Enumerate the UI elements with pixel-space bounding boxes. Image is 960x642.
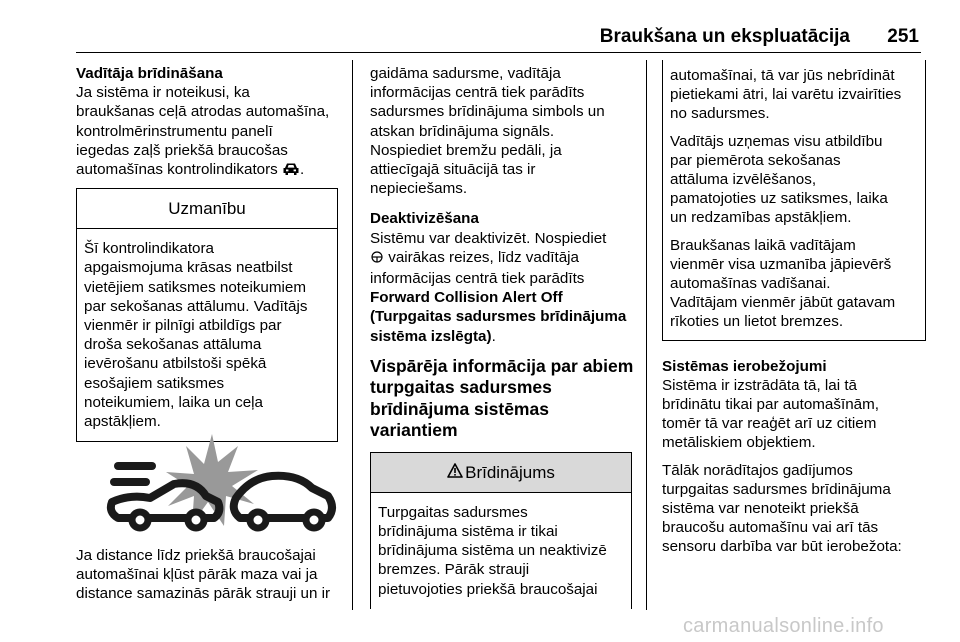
- warning-line: no sadursmes.: [670, 105, 770, 123]
- warning-line: Turpgaitas sadursmes: [378, 503, 528, 521]
- text-line: sensoru darbība var būt ierobežota:: [662, 538, 902, 556]
- front-car-wheel: [250, 512, 266, 528]
- warning-line: automašīnas vadīšanai.: [670, 275, 831, 293]
- section-title-line: Vispārēja informācija par abiem: [370, 355, 634, 376]
- bottom-line: automašīnai kļūst pārāk maza vai ja: [76, 566, 318, 584]
- text-period: .: [491, 327, 496, 345]
- column-divider-1: [352, 60, 353, 610]
- page-number: 251: [887, 26, 919, 47]
- warning-box: [370, 452, 632, 609]
- warning-line: pietuvojoties priekšā braucošajai: [378, 580, 598, 598]
- para-line: kontrolmērinstrumentu panelī: [76, 122, 273, 140]
- caution-title: Uzmanību: [77, 189, 337, 229]
- text-line: nepieciešams.: [370, 180, 468, 198]
- display-message-line: sistēma izslēgta): [370, 327, 492, 345]
- caution-body: [77, 229, 337, 441]
- text-line: [370, 327, 636, 346]
- caution-box: [76, 188, 338, 442]
- rear-car-wheel: [188, 512, 204, 528]
- warning-line: bremzes. Pārāk strauji: [378, 561, 530, 579]
- warning-line: automašīnai, tā var jūs nebrīdināt: [670, 67, 895, 84]
- caution-line: ievērošanu atbilstoši spēkā: [84, 355, 267, 373]
- text-line: gaidāma sadursme, vadītāja: [370, 65, 561, 82]
- car-front-icon: [282, 162, 300, 181]
- warning-triangle-icon: [447, 463, 463, 482]
- warning-line: Vadītājs uzņemas visu atbildību: [670, 132, 883, 150]
- text-line: brīdinātu tikai par automašīnām,: [662, 396, 879, 414]
- caution-line: vienmēr ir pilnīgi atbildīgs par: [84, 317, 282, 335]
- warning-line: attāluma izvēlēšanos,: [670, 171, 817, 189]
- text-segment: vairākas reizes, līdz vadītāja: [388, 248, 580, 266]
- caution-line: par sekošanas attālumu. Vadītājs: [84, 297, 308, 315]
- section-title-line: turpgaitas sadursmes: [370, 377, 552, 398]
- text-line: Sistēma ir izstrādāta tā, lai tā: [662, 376, 857, 394]
- text-line: turpgaitas sadursmes brīdinājuma: [662, 480, 891, 498]
- warning-line: pamatojoties uz satiksmes, laika: [670, 190, 888, 208]
- caution-line: noteikumiem, laika un ceļa: [84, 393, 263, 411]
- warning-line: pietiekami ātri, lai varētu izvairīties: [670, 86, 902, 104]
- page-header: [0, 0, 960, 56]
- para-line: [76, 160, 342, 181]
- text-line: sistēma var nenoteikt priekšā: [662, 500, 859, 518]
- column-divider-2: [646, 60, 647, 610]
- warning-body: [371, 493, 631, 609]
- text-line: informācijas centrā tiek parādīts: [370, 84, 585, 102]
- text-line: Sistēmu var deaktivizēt. Nospiediet: [370, 229, 607, 247]
- caution-line: Šī kontrolindikatora: [84, 240, 215, 258]
- warning-box-continued: [662, 60, 926, 341]
- warning-line: Braukšanas laikā vadītājam: [670, 236, 856, 254]
- header-rule: [76, 52, 921, 53]
- front-car-wheel: [306, 512, 322, 528]
- para-line: braukšanas ceļā atrodas automašīna,: [76, 103, 330, 121]
- caution-line: apgaismojuma krāsas neatbilst: [84, 259, 293, 277]
- header-title: Braukšana un ekspluatācija: [599, 26, 850, 47]
- heading-driver-alert: Vadītāja brīdināšana: [76, 65, 223, 82]
- para-text: automašīnas kontrolindikators: [76, 161, 278, 179]
- steering-control-icon: [370, 250, 384, 269]
- text-line: tomēr tā var reaģēt arī uz citiem: [662, 415, 877, 433]
- caution-line: apstākļiem.: [84, 413, 161, 431]
- section-title-line: brīdinājuma sistēmas variantiem: [370, 398, 549, 441]
- column-3: [662, 60, 930, 557]
- text-line: Nospiediet bremžu pedāli, ja: [370, 141, 562, 159]
- display-message-line: (Turpgaitas sadursmes brīdinājuma: [370, 308, 627, 326]
- caution-line: vietējiem satiksmes noteikumiem: [84, 278, 306, 296]
- para-line: iegedas zaļš priekšā braucošas: [76, 141, 288, 159]
- warning-line: Vadītājam vienmēr jābūt gatavam: [670, 294, 896, 312]
- text-line: attiecīgajā situācijā tas ir: [370, 161, 536, 179]
- warning-line: un redzamības apstākļiem.: [670, 209, 852, 227]
- column-2: [370, 64, 636, 609]
- bottom-line: Ja distance līdz priekšā braucošajai: [76, 547, 316, 564]
- section-title: [370, 356, 636, 442]
- warning-line: vienmēr visa uzmanība jāpievērš: [670, 255, 892, 273]
- heading-system-limits: Sistēmas ierobežojumi: [662, 357, 827, 375]
- warning-title-bar: [371, 453, 631, 493]
- column-1: [76, 64, 342, 442]
- text-line: atskan brīdinājuma signāls.: [370, 122, 555, 140]
- warning-line: par piemērota sekošanas: [670, 151, 841, 169]
- caution-line: esošajiem satiksmes: [84, 374, 225, 392]
- column-1-bottom: [76, 546, 348, 604]
- warning-line: brīdinājuma sistēma un neaktivizē: [378, 542, 607, 560]
- warning-line: rīkoties un lietot bremzes.: [670, 313, 844, 331]
- para-period: .: [300, 161, 305, 179]
- collision-illustration: [100, 432, 340, 542]
- text-line: Tālāk norādītajos gadījumos: [662, 461, 853, 479]
- watermark: carmanualsonline.info: [683, 615, 884, 637]
- display-message-line: Forward Collision Alert Off: [370, 289, 563, 307]
- text-line: braucošu automašīnu vai arī tās: [662, 519, 879, 537]
- warning-line: brīdinājuma sistēma ir tikai: [378, 523, 558, 541]
- text-line: sadursmes brīdinājuma simbols un: [370, 103, 605, 121]
- text-line: [370, 248, 636, 269]
- caution-line: droša sekošanas attāluma: [84, 336, 262, 354]
- heading-deactivation: Deaktivizēšana: [370, 210, 479, 228]
- motion-lines: [114, 466, 152, 482]
- text-line: metāliskiem objektiem.: [662, 434, 816, 452]
- text-line: informācijas centrā tiek parādīts: [370, 270, 585, 288]
- para-line: Ja sistēma ir noteikusi, ka: [76, 84, 250, 102]
- rear-car-wheel: [132, 512, 148, 528]
- bottom-line: distance samazinās pārāk strauji un ir: [76, 585, 331, 603]
- warning-title: Brīdinājums: [465, 462, 555, 482]
